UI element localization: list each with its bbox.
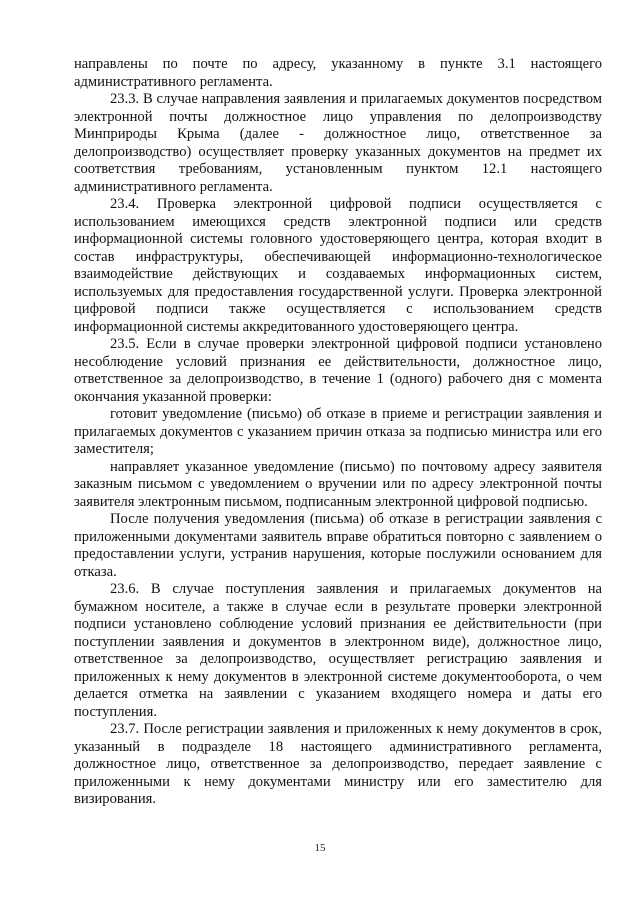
paragraph-prepare-notice: готовит уведомление (письмо) об отказе в приеме и регистрации заявления и прилагаемых документов с указанием причин отказа за подписью министра или его заместителя;	[74, 406, 602, 457]
paragraph-23-4: 23.4. Проверка электронной цифровой подписи осуществляется с использованием имеющихся средств электронной подписи или средств информационной системы головного удостоверяющего центра, которая входит в состав инфраструктуры, обеспечивающей информационно-технологическое взаимодействие действующих и создаваемых информационных систем, используемых для предоставления государственной услуги. Проверка электронной цифровой подписи также осуществляется с использованием средств информационной системы аккредитованного удостоверяющего центра.	[74, 196, 602, 335]
paragraph-after-notice: После получения уведомления (письма) об отказе в регистрации заявления с приложенными документами заявитель вправе обратиться повторно с заявлением о предоставлении услуги, устранив нарушения, которые послужили основанием для отказа.	[74, 511, 602, 580]
paragraph-23-5: 23.5. Если в случае проверки электронной цифровой подписи установлено несоблюдение условий признания ее действительности, должностное лицо, ответственное за делопроизводство, в течение 1 (одного) рабочего дня с момента окончания указанной проверки:	[74, 336, 602, 405]
paragraph-23-6: 23.6. В случае поступления заявления и прилагаемых документов на бумажном носителе, а также в случае если в результате проверки электронной подписи установлено соблюдение условий признания ее действительности (при поступлении заявления и документов в электронном виде), должностное лицо, ответственное за делопроизводство, осуществляет регистрацию заявления и приложенных к нему документов в электронной системе документооборота, о чем делается отметка на заявлении с указанием входящего номера и даты его поступления.	[74, 581, 602, 720]
document-body	[74, 56, 602, 809]
page-number: 15	[314, 842, 326, 854]
paragraph-23-3: 23.3. В случае направления заявления и прилагаемых документов посредством электронной почты должностное лицо управления по делопроизводству Минприроды Крыма (далее - должностное лицо, ответственное за делопроизводство) осуществляет проверку указанных документов на предмет их соответствия требованиям, установленным пунктом 12.1 настоящего административного регламента.	[74, 91, 602, 195]
paragraph-23-7: 23.7. После регистрации заявления и приложенных к нему документов в срок, указанный в подразделе 18 настоящего административного регламента, должностное лицо, ответственное за делопроизводство, передает заявление с приложенными к нему документами министру или его заместителю для визирования.	[74, 721, 602, 807]
paragraph-send-notice: направляет указанное уведомление (письмо) по почтовому адресу заявителя заказным письмом с уведомлением о вручении или по адресу электронной почты заявителя электронным письмом, подписанным электронной цифровой подписью.	[74, 458, 602, 510]
paragraph-continuation: направлены по почте по адресу, указанному в пункте 3.1 настоящего административного регламента.	[74, 56, 602, 90]
